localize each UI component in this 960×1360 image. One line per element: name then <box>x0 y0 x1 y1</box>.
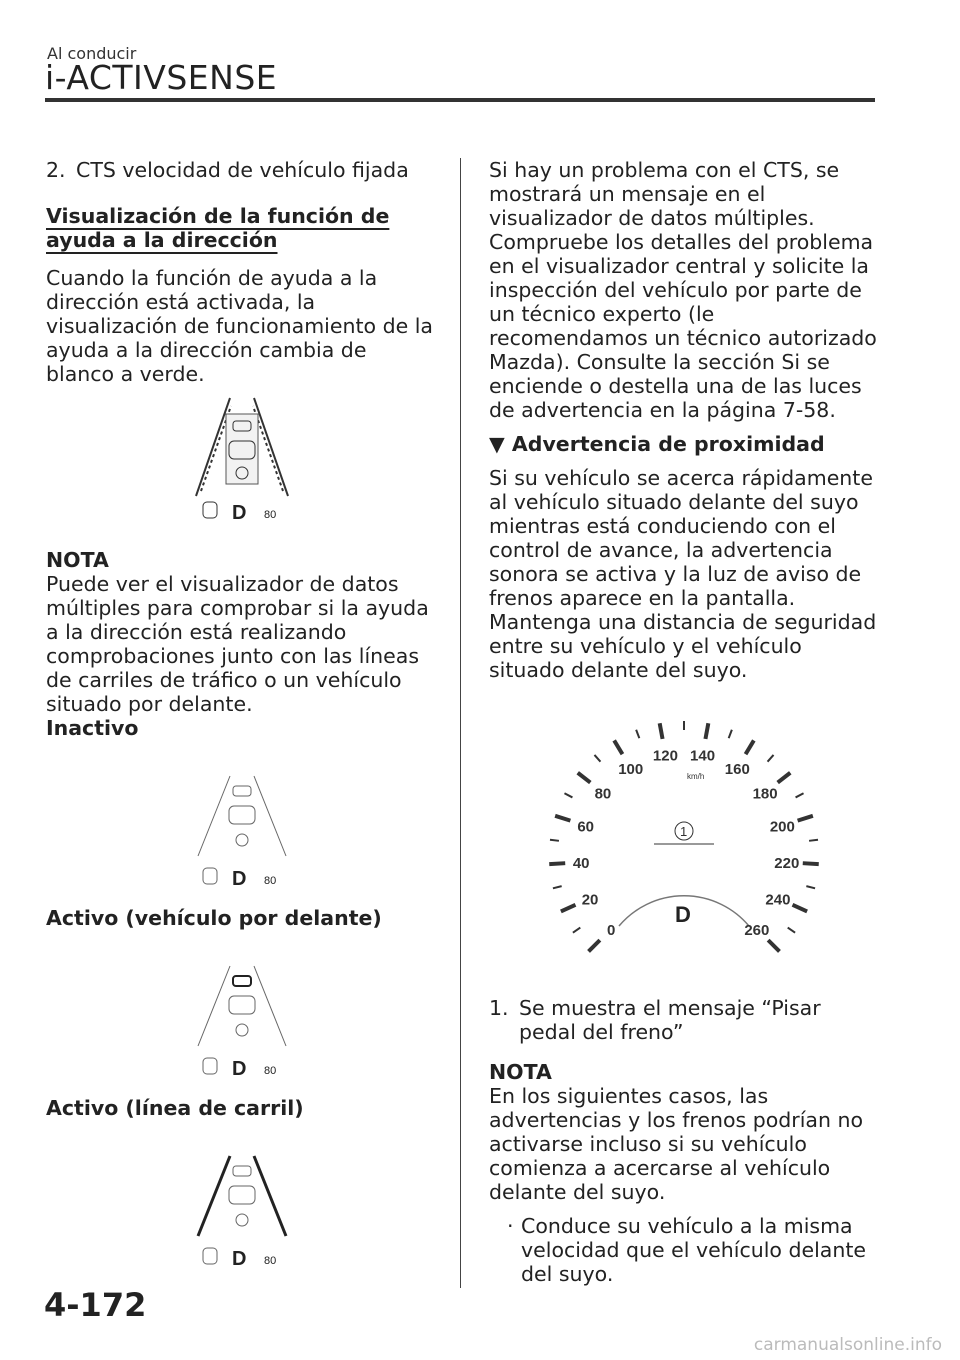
list-text: Se muestra el mensaje “Pisar pedal del freno” <box>519 996 821 1044</box>
major-tick <box>778 773 791 783</box>
subsection-heading <box>489 432 879 456</box>
speedometer-figure <box>489 696 879 976</box>
minor-tick <box>788 928 795 933</box>
paragraph-proximity: Si su vehículo se acerca rápidamente al vehículo situado delante del suyo mientras está conduciendo con el control de avance, la advertencia sonora se activa y la luz de aviso de frenos aparece en la pantalla. Mantenga una distancia de seguridad entre su vehículo y el vehículo situado delante del suyo. <box>489 466 877 682</box>
speed-label: 60 <box>577 818 595 836</box>
steering-assist-figure-inactive <box>46 746 436 896</box>
page-title: i-ACTIVSENSE <box>45 58 278 97</box>
minor-tick <box>550 840 559 841</box>
major-tick <box>803 863 819 864</box>
minor-tick <box>636 730 639 738</box>
minor-tick <box>564 793 572 797</box>
major-tick <box>614 740 622 754</box>
major-tick <box>746 740 754 754</box>
list-item-1 <box>489 996 879 1044</box>
gear-indicator: D <box>232 1058 247 1080</box>
list-item-2 <box>46 158 436 182</box>
major-tick <box>798 816 813 821</box>
page-number: 4-172 <box>44 1286 147 1324</box>
minor-tick <box>768 755 774 762</box>
speed-label: 80 <box>594 785 612 803</box>
minor-tick <box>806 886 815 888</box>
steering-assist-figure-active-lane <box>46 1126 436 1276</box>
speed-label: 40 <box>572 855 590 873</box>
major-tick <box>561 905 576 912</box>
list-text: CTS velocidad de vehículo fijada <box>76 158 409 182</box>
subsection-title: Advertencia de proximidad <box>511 432 825 456</box>
section-heading: Visualización de la función de ayuda a la dirección <box>46 204 390 252</box>
speed-label: 140 <box>690 747 716 765</box>
set-speed: 80 <box>264 875 277 887</box>
gear-indicator: D <box>232 1248 247 1270</box>
paragraph-intro: Cuando la función de ayuda a la dirección está activada, la visualización de funcionamiento de la ayuda a la dirección cambia de blanco a verde. <box>46 266 433 386</box>
major-tick <box>705 723 708 739</box>
triangle-marker-icon: ▼ <box>489 432 505 456</box>
list-number: 2. <box>46 158 66 182</box>
speed-label: 160 <box>724 760 750 778</box>
bullet-text: Conduce su vehículo a la misma velocidad que el vehículo delante del suyo. <box>521 1214 866 1286</box>
list-number: 1. <box>489 996 509 1020</box>
speed-label: 0 <box>606 921 616 939</box>
section-label: Al conducir <box>47 44 137 63</box>
speed-label: 200 <box>769 818 795 836</box>
major-tick <box>578 773 591 783</box>
speed-label: 100 <box>618 760 644 778</box>
column-divider <box>460 158 461 1288</box>
state-inactive-label: Inactivo <box>46 716 139 740</box>
major-tick <box>793 905 808 912</box>
speed-label: 20 <box>581 891 599 909</box>
major-tick <box>768 940 779 951</box>
speed-label: 240 <box>765 891 791 909</box>
minor-tick <box>729 730 732 738</box>
minor-tick <box>594 755 600 762</box>
set-speed: 80 <box>264 509 277 521</box>
nota-text: Puede ver el visualizador de datos múltiples para comprobar si la ayuda a la dirección está realizando comprobaciones junto con las líneas de carriles de tráfico o un vehículo situado por delante. <box>46 572 429 716</box>
steering-assist-figure-active-vehicle <box>46 936 436 1086</box>
speed-unit: km/h <box>687 772 705 781</box>
callout-number: 1 <box>680 824 688 839</box>
gear-indicator: D <box>232 868 247 890</box>
gear-indicator: D <box>232 502 247 524</box>
speed-label: 120 <box>652 747 678 765</box>
speed-label: 260 <box>744 921 770 939</box>
right-column <box>489 158 879 1286</box>
set-speed: 80 <box>264 1065 277 1077</box>
bullet-item <box>489 1214 879 1286</box>
steering-status-icon <box>203 502 217 518</box>
paragraph-cts-problem: Si hay un problema con el CTS, se mostrará un mensaje en el visualizador de datos múltiples. Compruebe los detalles del problema en el visualizador central y solicite la inspección del vehículo por parte de un técnico experto (le recomendamos un técnico autorizado Mazda). Consulte la sección Si se enciende o destella una de las luces de advertencia en la página 7-58. <box>489 158 877 422</box>
speed-label: 180 <box>752 785 778 803</box>
major-tick <box>660 723 663 739</box>
speed-label: 220 <box>774 855 800 873</box>
nota-label: NOTA <box>489 1060 552 1084</box>
left-column <box>46 158 436 1276</box>
bullet-dot: · <box>507 1214 514 1238</box>
major-tick <box>589 940 600 951</box>
steering-assist-figure-green <box>46 386 436 536</box>
major-tick <box>549 863 565 864</box>
minor-tick <box>809 840 818 841</box>
gear-indicator: D <box>675 902 691 927</box>
minor-tick <box>553 886 562 888</box>
watermark: carmanualsonline.info <box>753 1335 942 1355</box>
set-speed: 80 <box>264 1255 277 1267</box>
nota-text: En los siguientes casos, las advertencias y los frenos podrían no activarse incluso si su vehículo comienza a acercarse al vehículo delante del suyo. <box>489 1084 864 1204</box>
nota-label: NOTA <box>46 548 109 572</box>
state-active-vehicle-label: Activo (vehículo por delante) <box>46 906 382 930</box>
state-active-lane-label: Activo (línea de carril) <box>46 1096 304 1120</box>
header-rule <box>45 98 875 102</box>
minor-tick <box>796 793 804 797</box>
minor-tick <box>573 928 580 933</box>
major-tick <box>555 816 570 821</box>
